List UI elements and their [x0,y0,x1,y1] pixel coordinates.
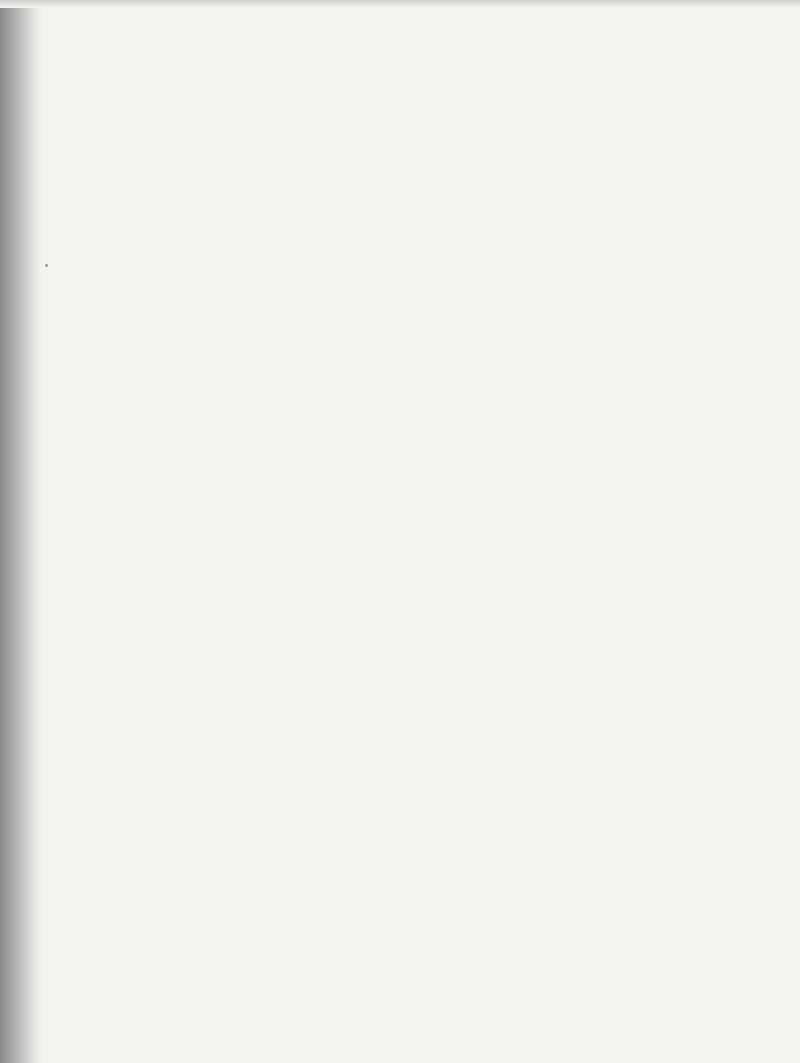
document-page [66,82,682,138]
scan-speck [45,264,48,267]
scan-top-shadow [0,0,800,8]
scan-left-shadow [0,0,42,1063]
